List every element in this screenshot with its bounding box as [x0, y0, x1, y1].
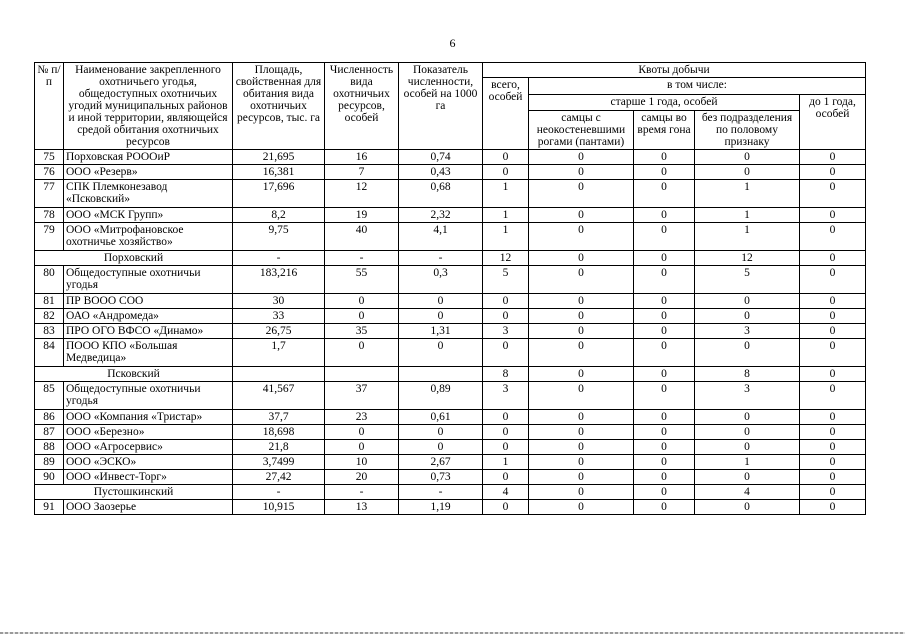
district-subtotal-row	[35, 251, 866, 266]
quota-males-antlers-cell: 0	[529, 425, 634, 440]
quota-males-antlers-cell: 0	[529, 251, 634, 266]
quota-under-one-year-cell: 0	[800, 251, 866, 266]
hunting-ground-name-cell: Общедоступные охотничьи угодья	[64, 382, 233, 410]
quota-no-sex-cell: 0	[695, 425, 800, 440]
quota-males-antlers-cell: 0	[529, 367, 634, 382]
table-row	[35, 500, 866, 515]
quota-under-one-year-cell: 0	[800, 485, 866, 500]
table-row	[35, 223, 866, 251]
hunting-ground-name-cell: ООО «Агросервис»	[64, 440, 233, 455]
quota-males-rut-cell: 0	[634, 150, 695, 165]
quota-under-one-year-cell: 0	[800, 500, 866, 515]
table-row	[35, 410, 866, 425]
population-cell: 13	[325, 500, 399, 515]
area-cell: 9,75	[233, 223, 325, 251]
quota-under-one-year-cell: 0	[800, 180, 866, 208]
density-cell	[399, 367, 483, 382]
quota-males-antlers-cell: 0	[529, 339, 634, 367]
quota-under-one-year-cell: 0	[800, 339, 866, 367]
quota-no-sex-cell: 1	[695, 208, 800, 223]
quota-no-sex-cell: 0	[695, 410, 800, 425]
quota-males-antlers-cell: 0	[529, 223, 634, 251]
population-cell: 37	[325, 382, 399, 410]
area-cell: 30	[233, 294, 325, 309]
quota-males-antlers-cell: 0	[529, 165, 634, 180]
header-count: Численность вида охотничьих ресурсов, особей	[325, 63, 399, 150]
hunting-ground-name-cell: ПР ВООО СОО	[64, 294, 233, 309]
area-cell: 3,7499	[233, 455, 325, 470]
quota-no-sex-cell: 0	[695, 309, 800, 324]
population-cell: 55	[325, 266, 399, 294]
population-cell: 40	[325, 223, 399, 251]
table-row	[35, 455, 866, 470]
table-row	[35, 425, 866, 440]
row-number-cell: 83	[35, 324, 64, 339]
quota-under-one-year-cell: 0	[800, 410, 866, 425]
quota-under-one-year-cell: 0	[800, 382, 866, 410]
quota-total-cell: 1	[483, 223, 529, 251]
quota-males-antlers-cell: 0	[529, 266, 634, 294]
area-cell: 27,42	[233, 470, 325, 485]
area-cell: 16,381	[233, 165, 325, 180]
density-cell: 0,74	[399, 150, 483, 165]
area-cell: 17,696	[233, 180, 325, 208]
quota-males-antlers-cell: 0	[529, 309, 634, 324]
hunting-ground-name-cell: ООО «Резерв»	[64, 165, 233, 180]
density-cell: 2,67	[399, 455, 483, 470]
area-cell: 8,2	[233, 208, 325, 223]
quota-under-one-year-cell: 0	[800, 440, 866, 455]
quota-under-one-year-cell: 0	[800, 367, 866, 382]
page-bottom-edge	[0, 632, 905, 634]
density-cell: 0	[399, 425, 483, 440]
quota-males-antlers-cell: 0	[529, 440, 634, 455]
quota-no-sex-cell: 5	[695, 266, 800, 294]
table-row	[35, 382, 866, 410]
density-cell: 0	[399, 440, 483, 455]
header-males-rut: самцы во время гона	[634, 111, 695, 150]
population-cell: -	[325, 251, 399, 266]
area-cell: -	[233, 485, 325, 500]
quota-no-sex-cell: 0	[695, 150, 800, 165]
quota-males-rut-cell: 0	[634, 266, 695, 294]
district-name-cell: Порховский	[35, 251, 233, 266]
area-cell: 33	[233, 309, 325, 324]
population-cell: 0	[325, 440, 399, 455]
population-cell: 16	[325, 150, 399, 165]
quota-no-sex-cell: 1	[695, 455, 800, 470]
quota-total-cell: 0	[483, 165, 529, 180]
quota-total-cell: 5	[483, 266, 529, 294]
header-older: старше 1 года, особей	[529, 94, 800, 111]
header-total: всего, особей	[483, 78, 529, 150]
quota-males-rut-cell: 0	[634, 324, 695, 339]
quota-no-sex-cell: 3	[695, 382, 800, 410]
quota-total-cell: 3	[483, 324, 529, 339]
quota-under-one-year-cell: 0	[800, 150, 866, 165]
header-area: Площадь, свойственная для обитания вида охотничьих ресурсов, тыс. га	[233, 63, 325, 150]
area-cell: 37,7	[233, 410, 325, 425]
header-name: Наименование закрепленного охотничьего угодья, общедоступных охотничьих угодий муниципальных районов и иной территории, являющейся средой обитания охотничьих ресурсов	[64, 63, 233, 150]
quota-under-one-year-cell: 0	[800, 425, 866, 440]
quota-males-rut-cell: 0	[634, 180, 695, 208]
quota-males-rut-cell: 0	[634, 440, 695, 455]
quota-no-sex-cell: 3	[695, 324, 800, 339]
table-row	[35, 150, 866, 165]
density-cell: 0,89	[399, 382, 483, 410]
quota-total-cell: 0	[483, 294, 529, 309]
quota-males-rut-cell: 0	[634, 500, 695, 515]
row-number-cell: 82	[35, 309, 64, 324]
quota-table	[34, 62, 866, 515]
population-cell: 10	[325, 455, 399, 470]
row-number-cell: 78	[35, 208, 64, 223]
quota-no-sex-cell: 0	[695, 440, 800, 455]
row-number-cell: 88	[35, 440, 64, 455]
area-cell: 18,698	[233, 425, 325, 440]
quota-no-sex-cell: 0	[695, 500, 800, 515]
quota-under-one-year-cell: 0	[800, 223, 866, 251]
page-number: 6	[449, 36, 456, 50]
quota-males-antlers-cell: 0	[529, 485, 634, 500]
quota-males-antlers-cell: 0	[529, 382, 634, 410]
hunting-ground-name-cell: ООО Заозерье	[64, 500, 233, 515]
row-number-cell: 86	[35, 410, 64, 425]
density-cell: 1,31	[399, 324, 483, 339]
area-cell: 1,7	[233, 339, 325, 367]
density-cell: -	[399, 251, 483, 266]
quota-males-rut-cell: 0	[634, 165, 695, 180]
quota-males-antlers-cell: 0	[529, 470, 634, 485]
area-cell: -	[233, 251, 325, 266]
quota-males-antlers-cell: 0	[529, 150, 634, 165]
row-number-cell: 80	[35, 266, 64, 294]
row-number-cell: 77	[35, 180, 64, 208]
hunting-ground-name-cell: ПООО КПО «Большая Медведица»	[64, 339, 233, 367]
quota-males-rut-cell: 0	[634, 470, 695, 485]
quota-total-cell: 1	[483, 455, 529, 470]
district-name-cell: Пустошкинский	[35, 485, 233, 500]
area-cell: 183,216	[233, 266, 325, 294]
quota-total-cell: 0	[483, 470, 529, 485]
table-row	[35, 165, 866, 180]
quota-no-sex-cell: 8	[695, 367, 800, 382]
population-cell: 7	[325, 165, 399, 180]
quota-total-cell: 4	[483, 485, 529, 500]
row-number-cell: 75	[35, 150, 64, 165]
district-subtotal-row	[35, 367, 866, 382]
header-under: до 1 года, особей	[800, 94, 866, 150]
population-cell: 12	[325, 180, 399, 208]
row-number-cell: 89	[35, 455, 64, 470]
quota-under-one-year-cell: 0	[800, 266, 866, 294]
population-cell: 0	[325, 339, 399, 367]
table-body	[35, 150, 866, 515]
population-cell: -	[325, 485, 399, 500]
row-number-cell: 84	[35, 339, 64, 367]
header-no-sex: без подразделения по половому признаку	[695, 111, 800, 150]
hunting-ground-name-cell: ОАО «Андромеда»	[64, 309, 233, 324]
population-cell: 0	[325, 425, 399, 440]
hunting-ground-name-cell: ООО «Митрофановское охотничье хозяйство»	[64, 223, 233, 251]
quota-no-sex-cell: 0	[695, 470, 800, 485]
quota-total-cell: 0	[483, 410, 529, 425]
quota-under-one-year-cell: 0	[800, 294, 866, 309]
row-number-cell: 79	[35, 223, 64, 251]
hunting-ground-name-cell: ООО «Березно»	[64, 425, 233, 440]
quota-males-rut-cell: 0	[634, 382, 695, 410]
hunting-ground-name-cell: ООО «Компания «Тристар»	[64, 410, 233, 425]
quota-under-one-year-cell: 0	[800, 470, 866, 485]
quota-no-sex-cell: 0	[695, 294, 800, 309]
area-cell: 41,567	[233, 382, 325, 410]
quota-males-antlers-cell: 0	[529, 500, 634, 515]
quota-males-rut-cell: 0	[634, 410, 695, 425]
quota-males-antlers-cell: 0	[529, 180, 634, 208]
area-cell: 21,695	[233, 150, 325, 165]
population-cell: 35	[325, 324, 399, 339]
table-row	[35, 294, 866, 309]
density-cell: 0,61	[399, 410, 483, 425]
quota-total-cell: 3	[483, 382, 529, 410]
quota-total-cell: 1	[483, 208, 529, 223]
table-row	[35, 180, 866, 208]
quota-no-sex-cell: 12	[695, 251, 800, 266]
density-cell: 0	[399, 339, 483, 367]
header-including: в том числе:	[529, 78, 866, 95]
quota-total-cell: 0	[483, 150, 529, 165]
district-name-cell: Псковский	[35, 367, 233, 382]
quota-no-sex-cell: 4	[695, 485, 800, 500]
hunting-ground-name-cell: ООО «Инвест-Торг»	[64, 470, 233, 485]
header-num: № п/п	[35, 63, 64, 150]
row-number-cell: 85	[35, 382, 64, 410]
quota-males-rut-cell: 0	[634, 251, 695, 266]
quota-males-rut-cell: 0	[634, 367, 695, 382]
quota-males-antlers-cell: 0	[529, 410, 634, 425]
hunting-ground-name-cell: ООО «ЭСКО»	[64, 455, 233, 470]
population-cell	[325, 367, 399, 382]
population-cell: 19	[325, 208, 399, 223]
density-cell: -	[399, 485, 483, 500]
quota-no-sex-cell: 0	[695, 339, 800, 367]
table-row	[35, 208, 866, 223]
table-row	[35, 309, 866, 324]
quota-total-cell: 0	[483, 425, 529, 440]
density-cell: 4,1	[399, 223, 483, 251]
density-cell: 1,19	[399, 500, 483, 515]
quota-males-rut-cell: 0	[634, 425, 695, 440]
quota-total-cell: 12	[483, 251, 529, 266]
table-row	[35, 324, 866, 339]
hunting-ground-name-cell: ООО «МСК Групп»	[64, 208, 233, 223]
density-cell: 0	[399, 309, 483, 324]
row-number-cell: 91	[35, 500, 64, 515]
quota-males-antlers-cell: 0	[529, 208, 634, 223]
quota-no-sex-cell: 1	[695, 180, 800, 208]
row-number-cell: 87	[35, 425, 64, 440]
table-row	[35, 339, 866, 367]
row-number-cell: 90	[35, 470, 64, 485]
quota-males-rut-cell: 0	[634, 455, 695, 470]
quota-total-cell: 0	[483, 339, 529, 367]
hunting-ground-name-cell: Порховская РОООиР	[64, 150, 233, 165]
quota-total-cell: 0	[483, 500, 529, 515]
row-number-cell: 81	[35, 294, 64, 309]
population-cell: 0	[325, 294, 399, 309]
quota-total-cell: 8	[483, 367, 529, 382]
hunting-ground-name-cell: Общедоступные охотничьи угодья	[64, 266, 233, 294]
quota-total-cell: 1	[483, 180, 529, 208]
header-density: Показатель численности, особей на 1000 га	[399, 63, 483, 150]
district-subtotal-row	[35, 485, 866, 500]
table-header	[35, 63, 866, 150]
table-row	[35, 440, 866, 455]
quota-males-rut-cell: 0	[634, 485, 695, 500]
area-cell: 26,75	[233, 324, 325, 339]
hunting-ground-name-cell: ПРО ОГО ВФСО «Динамо»	[64, 324, 233, 339]
area-cell	[233, 367, 325, 382]
quota-under-one-year-cell: 0	[800, 165, 866, 180]
quota-males-antlers-cell: 0	[529, 294, 634, 309]
population-cell: 20	[325, 470, 399, 485]
density-cell: 0,68	[399, 180, 483, 208]
row-number-cell: 76	[35, 165, 64, 180]
density-cell: 0,43	[399, 165, 483, 180]
quota-males-antlers-cell: 0	[529, 324, 634, 339]
quota-under-one-year-cell: 0	[800, 309, 866, 324]
quota-table-container	[34, 62, 866, 515]
hunting-ground-name-cell: СПК Племконезавод «Псковский»	[64, 180, 233, 208]
quota-males-rut-cell: 0	[634, 339, 695, 367]
header-males-antlers: самцы с неокостеневшими рогами (пантами)	[529, 111, 634, 150]
quota-males-rut-cell: 0	[634, 208, 695, 223]
table-row	[35, 470, 866, 485]
quota-under-one-year-cell: 0	[800, 324, 866, 339]
quota-males-rut-cell: 0	[634, 309, 695, 324]
density-cell: 0,73	[399, 470, 483, 485]
area-cell: 21,8	[233, 440, 325, 455]
quota-males-antlers-cell: 0	[529, 455, 634, 470]
density-cell: 2,32	[399, 208, 483, 223]
quota-males-rut-cell: 0	[634, 223, 695, 251]
area-cell: 10,915	[233, 500, 325, 515]
population-cell: 23	[325, 410, 399, 425]
quota-total-cell: 0	[483, 309, 529, 324]
quota-no-sex-cell: 1	[695, 223, 800, 251]
quota-males-rut-cell: 0	[634, 294, 695, 309]
quota-under-one-year-cell: 0	[800, 208, 866, 223]
population-cell: 0	[325, 309, 399, 324]
quota-no-sex-cell: 0	[695, 165, 800, 180]
density-cell: 0	[399, 294, 483, 309]
density-cell: 0,3	[399, 266, 483, 294]
header-quotas: Квоты добычи	[483, 63, 866, 78]
table-row	[35, 266, 866, 294]
quota-under-one-year-cell: 0	[800, 455, 866, 470]
quota-total-cell: 0	[483, 440, 529, 455]
